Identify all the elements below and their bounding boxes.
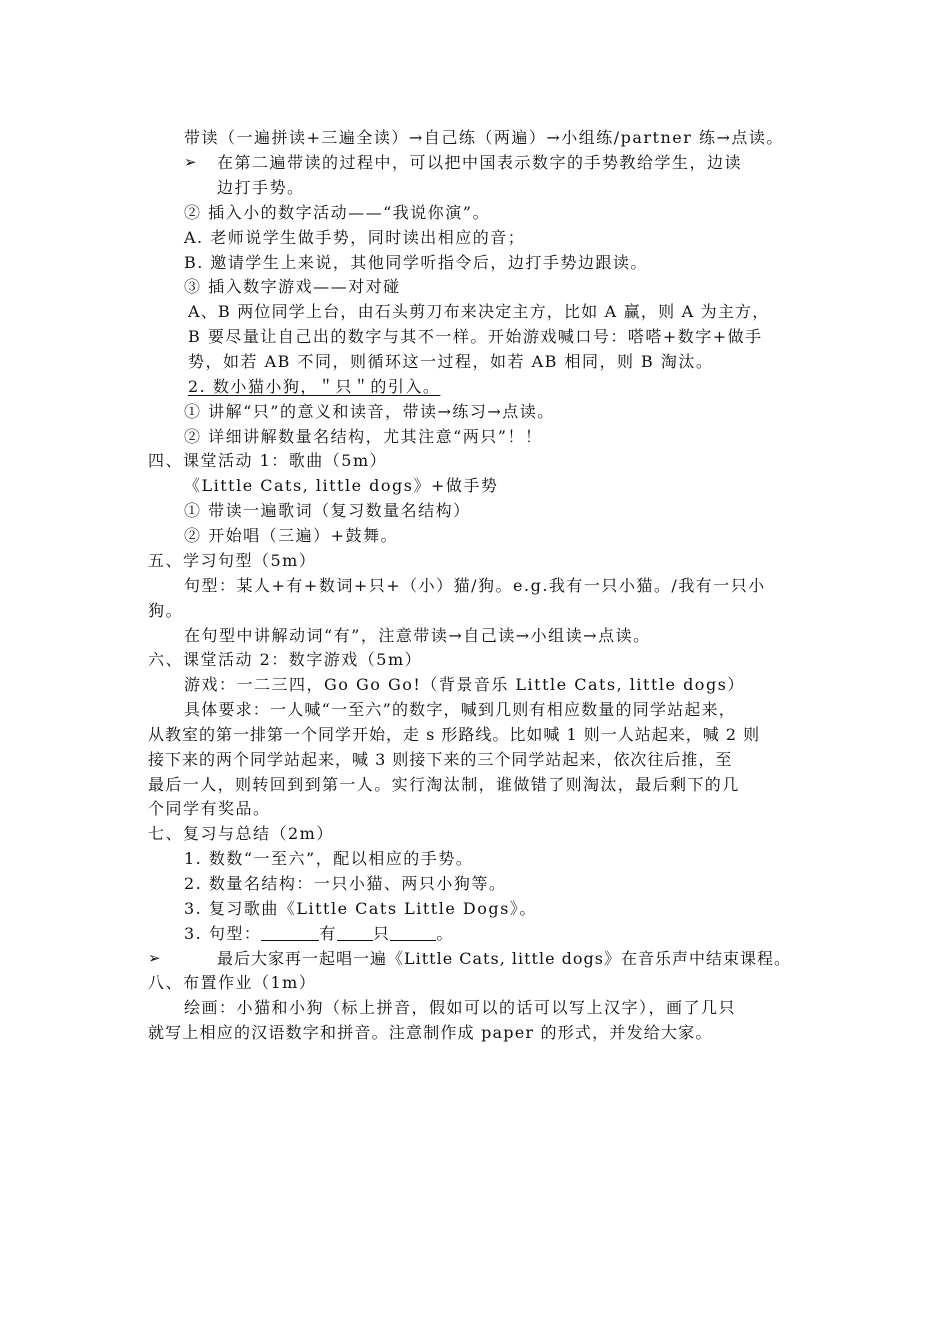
pattern-end: 。	[436, 924, 454, 943]
text-line: ① 带读一遍歌词（复习数量名结构）	[184, 501, 471, 520]
section-heading: 六、课堂活动 2：数字游戏（5m）	[148, 650, 423, 669]
arrowhead-bullet-icon: ➢	[184, 153, 197, 171]
text-line: A、B 两位同学上台，由石头剪刀布来决定主方，比如 A 赢，则 A 为主方，	[188, 302, 770, 321]
text-line: 句型：某人+有+数词+只+（小）猫/狗。e.g.我有一只小猫。/我有一只小	[184, 576, 766, 595]
section-heading: 七、复习与总结（2m）	[148, 824, 334, 843]
text-line: A. 老师说学生做手势，同时读出相应的音；	[184, 228, 526, 247]
text-line: 带读（一遍拼读+三遍全读）→自己练（两遍）→小组练/partner 练→点读。	[184, 128, 784, 147]
text-line: 接下来的两个同学站起来，喊 3 则接下来的三个同学站起来，依次往后推，至	[148, 750, 733, 769]
text-line: ② 插入小的数字活动——“我说你演”。	[184, 203, 490, 222]
text-line: 势，如若 AB 不同，则循环这一过程，如若 AB 相同，则 B 淘汰。	[188, 352, 714, 371]
blank-line	[261, 924, 319, 941]
text-line: ③ 插入数字游戏——对对碰	[184, 277, 401, 296]
text-line: 在句型中讲解动词“有”，注意带读→自己读→小组读→点读。	[184, 626, 651, 645]
blank-line	[337, 924, 373, 941]
text-line: 狗。	[148, 601, 184, 620]
text-line: 个同学有奖品。	[148, 799, 271, 818]
text-line: ① 讲解“只”的意义和读音，带读→练习→点读。	[184, 402, 555, 421]
text-line: 最后一人，则转回到到第一人。实行淘汰制，谁做错了则淘汰，最后剩下的几	[148, 775, 740, 794]
blank-line	[390, 924, 436, 941]
section-heading: 四、课堂活动 1：歌曲（5m）	[148, 451, 388, 470]
text-line: 就写上相应的汉语数字和拼音。注意制作成 paper 的形式，并发给大家。	[148, 1023, 713, 1042]
text-line: 游戏：一二三四，Go Go Go!（背景音乐 Little Cats, little dogs）	[184, 675, 745, 694]
arrowhead-bullet-icon: ➢	[148, 949, 161, 967]
text-line: 1. 数数“一至六”，配以相应的手势。	[184, 849, 474, 868]
text-line: 最后大家再一起唱一遍《Little Cats, little dogs》在音乐声中结束课程。	[217, 949, 791, 968]
pattern-word: 有	[319, 924, 337, 943]
text-line: ② 详细讲解数量名结构，尤其注意“两只”！！	[184, 427, 543, 446]
sentence-pattern-line	[184, 922, 454, 947]
text-line: 边打手势。	[217, 178, 305, 197]
text-line: 3. 复习歌曲《Little Cats Little Dogs》。	[184, 899, 537, 918]
text-line: 绘画：小猫和小狗（标上拼音，假如可以的话可以写上汉字），画了几只	[184, 998, 737, 1017]
pattern-label: 3. 句型：	[184, 924, 262, 943]
section-subheading: 2. 数小猫小狗，＂只＂的引入。	[188, 377, 441, 396]
text-line: 《Little Cats, little dogs》+做手势	[184, 476, 499, 495]
text-line: B 要尽量让自己出的数字与其不一样。开始游戏喊口号：嗒嗒+数字+做手	[188, 327, 763, 346]
text-line: 具体要求：一人喊“一至六”的数字，喊到几则有相应数量的同学站起来，	[184, 700, 736, 719]
pattern-word: 只	[372, 924, 391, 943]
text-line: 从教室的第一排第一个同学开始，走 s 形路线。比如喊 1 则一人站起来，喊 2 则	[148, 725, 761, 744]
text-line: ② 开始唱（三遍）+鼓舞。	[184, 526, 398, 545]
section-heading: 八、布置作业（1m）	[148, 973, 317, 992]
text-line: 在第二遍带读的过程中，可以把中国表示数字的手势教给学生，边读	[217, 153, 743, 172]
section-heading: 五、学习句型（5m）	[148, 551, 317, 570]
text-line: B. 邀请学生上来说，其他同学听指令后，边打手势边跟读。	[184, 253, 648, 272]
text-line: 2. 数量名结构：一只小猫、两只小狗等。	[184, 874, 507, 893]
